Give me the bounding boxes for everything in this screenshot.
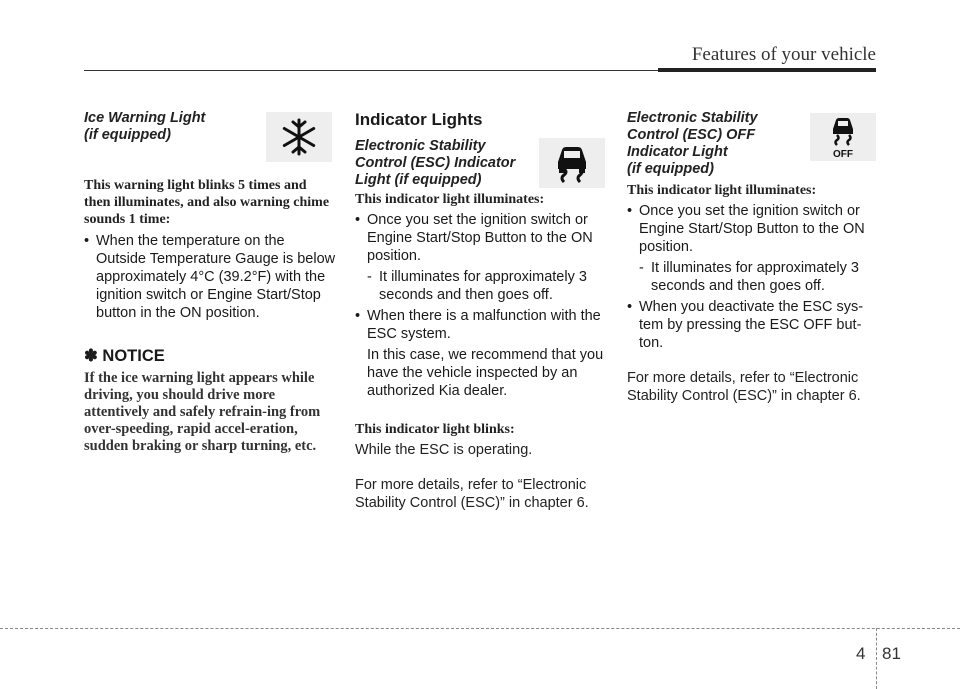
notice-title: ✽ NOTICE [84, 347, 165, 365]
esc-indicator-heading: Electronic Stability Control (ESC) Indicator Light (if equipped) [355, 138, 516, 188]
page-number: 81 [882, 644, 901, 663]
notice-body: If the ice warning light appears while driving, you should drive more attentively and safely refrain-ing from over-speeding, rapid accel-eration, sudden braking or sharp turning, etc. [84, 370, 321, 454]
esc-skid-car-icon [539, 138, 605, 188]
esc-off-more-details: For more details, refer to “Electronic Stability Control (ESC)” in chapter 6. [627, 370, 861, 404]
section-title: Features of your vehicle [691, 44, 876, 65]
esc-off-sub-illuminates: - It illuminates for approximately 3 seconds and then goes off. [639, 260, 859, 294]
esc-off-heading: Electronic Stability Control (ESC) OFF Indicator Light (if equipped) [627, 110, 758, 177]
ice-warning-bullet: • When the temperature on the Outside Temperature Gauge is below approximately 4°C (39.2°F) with the ignition switch or Engine Start/Stop button in the ON position. [84, 232, 336, 322]
esc-off-icon-label: OFF [833, 149, 853, 159]
indicator-lights-title: Indicator Lights [355, 110, 483, 129]
esc-off-bullet-ignition: • Once you set the ignition switch or Engine Start/Stop Button to the ON position. [627, 202, 879, 256]
page-number-separator [876, 628, 877, 689]
esc-off-bullet-deactivate: • When you deactivate the ESC sys-tem by pressing the ESC OFF but-ton. [627, 298, 879, 352]
esc-bullet-ignition: • Once you set the ignition switch or Engine Start/Stop Button to the ON position. [355, 211, 607, 265]
esc-blinks-text: While the ESC is operating. [355, 442, 533, 458]
ice-warning-intro: This warning light blinks 5 times and then illuminates, and also warning chime sounds 1 time: [84, 178, 330, 227]
esc-malfunction-note: In this case, we recommend that you have the vehicle inspected by an authorized Kia dealer. [367, 347, 604, 399]
esc-bullet-malfunction: • When there is a malfunction with the ESC system. [355, 307, 607, 343]
snowflake-icon [266, 112, 332, 162]
ice-warning-heading: Ice Warning Light (if equipped) [84, 110, 206, 143]
header-rule-accent [658, 68, 876, 72]
chapter-number: 4 [856, 644, 866, 663]
esc-blinks-label: This indicator light blinks: [355, 422, 515, 437]
footer-rule [0, 628, 960, 629]
esc-off-illuminates-label: This indicator light illuminates: [627, 183, 817, 198]
esc-illuminates-label: This indicator light illuminates: [355, 192, 545, 207]
esc-more-details: For more details, refer to “Electronic Stability Control (ESC)” in chapter 6. [355, 477, 589, 511]
esc-off-icon [810, 113, 876, 161]
esc-sub-illuminates: - It illuminates for approximately 3 seconds and then goes off. [367, 269, 587, 303]
